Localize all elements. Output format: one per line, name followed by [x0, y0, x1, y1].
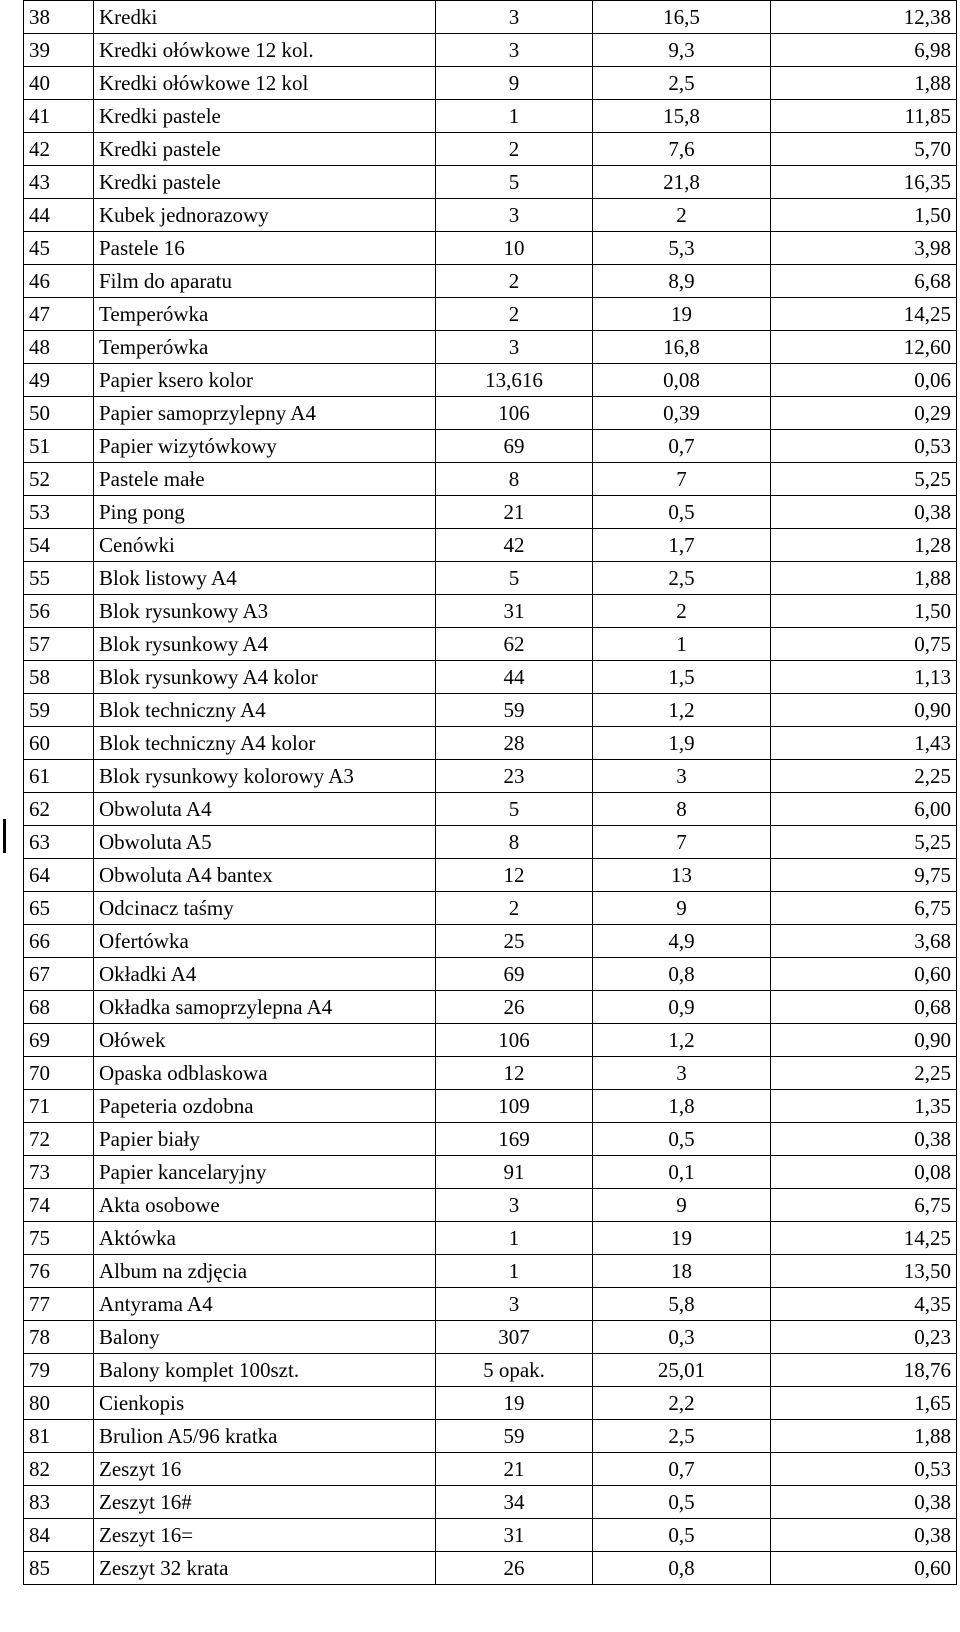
row-number-cell: 46 [24, 265, 94, 298]
unit-price-cell: 0,5 [593, 1486, 771, 1519]
value-cell: 5,70 [771, 133, 957, 166]
table-row [24, 1255, 957, 1288]
quantity-cell: 2 [436, 133, 593, 166]
unit-price-cell: 13 [593, 859, 771, 892]
row-number-cell: 41 [24, 100, 94, 133]
row-number-cell: 61 [24, 760, 94, 793]
quantity-cell: 1 [436, 1222, 593, 1255]
unit-price-cell: 1,9 [593, 727, 771, 760]
quantity-cell: 3 [436, 34, 593, 67]
quantity-cell: 42 [436, 529, 593, 562]
unit-price-cell: 0,9 [593, 991, 771, 1024]
unit-price-cell: 16,8 [593, 331, 771, 364]
row-number-cell: 76 [24, 1255, 94, 1288]
unit-price-cell: 0,3 [593, 1321, 771, 1354]
unit-price-cell: 3 [593, 1057, 771, 1090]
row-number-cell: 47 [24, 298, 94, 331]
table-row [24, 826, 957, 859]
item-name-cell: Papier biały [94, 1123, 436, 1156]
row-number-cell: 48 [24, 331, 94, 364]
table-row [24, 892, 957, 925]
row-number-cell: 49 [24, 364, 94, 397]
quantity-cell: 25 [436, 925, 593, 958]
value-cell: 4,35 [771, 1288, 957, 1321]
item-name-cell: Papier samoprzylepny A4 [94, 397, 436, 430]
row-number-cell: 58 [24, 661, 94, 694]
quantity-cell: 26 [436, 991, 593, 1024]
value-cell: 0,53 [771, 430, 957, 463]
item-name-cell: Papier wizytówkowy [94, 430, 436, 463]
item-name-cell: Kredki ołówkowe 12 kol [94, 67, 436, 100]
table-row [24, 1057, 957, 1090]
value-cell: 0,38 [771, 1519, 957, 1552]
item-name-cell: Akta osobowe [94, 1189, 436, 1222]
table-row [24, 100, 957, 133]
table-row [24, 760, 957, 793]
table-row [24, 661, 957, 694]
unit-price-cell: 1,2 [593, 694, 771, 727]
value-cell: 1,88 [771, 562, 957, 595]
table-row [24, 1321, 957, 1354]
quantity-cell: 3 [436, 199, 593, 232]
unit-price-cell: 2,5 [593, 67, 771, 100]
table-row [24, 562, 957, 595]
item-name-cell: Opaska odblaskowa [94, 1057, 436, 1090]
table-row [24, 34, 957, 67]
item-name-cell: Okładka samoprzylepna A4 [94, 991, 436, 1024]
value-cell: 12,38 [771, 1, 957, 34]
item-name-cell: Blok rysunkowy A4 [94, 628, 436, 661]
inventory-table-body [24, 1, 957, 1585]
item-name-cell: Antyrama A4 [94, 1288, 436, 1321]
value-cell: 0,06 [771, 364, 957, 397]
item-name-cell: Cienkopis [94, 1387, 436, 1420]
unit-price-cell: 0,8 [593, 958, 771, 991]
value-cell: 9,75 [771, 859, 957, 892]
unit-price-cell: 9 [593, 892, 771, 925]
item-name-cell: Album na zdjęcia [94, 1255, 436, 1288]
item-name-cell: Ołówek [94, 1024, 436, 1057]
item-name-cell: Obwoluta A4 [94, 793, 436, 826]
table-row [24, 793, 957, 826]
unit-price-cell: 19 [593, 298, 771, 331]
quantity-cell: 34 [436, 1486, 593, 1519]
quantity-cell: 1 [436, 100, 593, 133]
quantity-cell: 10 [436, 232, 593, 265]
row-number-cell: 70 [24, 1057, 94, 1090]
table-row [24, 166, 957, 199]
quantity-cell: 2 [436, 298, 593, 331]
quantity-cell: 8 [436, 826, 593, 859]
quantity-cell: 5 [436, 166, 593, 199]
row-number-cell: 62 [24, 793, 94, 826]
quantity-cell: 12 [436, 1057, 593, 1090]
quantity-cell: 5 [436, 793, 593, 826]
value-cell: 5,25 [771, 826, 957, 859]
value-cell: 0,38 [771, 1486, 957, 1519]
row-number-cell: 50 [24, 397, 94, 430]
quantity-cell: 2 [436, 265, 593, 298]
value-cell: 1,28 [771, 529, 957, 562]
row-number-cell: 85 [24, 1552, 94, 1585]
unit-price-cell: 8,9 [593, 265, 771, 298]
row-number-cell: 54 [24, 529, 94, 562]
item-name-cell: Papier ksero kolor [94, 364, 436, 397]
value-cell: 0,90 [771, 1024, 957, 1057]
value-cell: 0,68 [771, 991, 957, 1024]
item-name-cell: Temperówka [94, 331, 436, 364]
quantity-cell: 69 [436, 430, 593, 463]
unit-price-cell: 19 [593, 1222, 771, 1255]
row-number-cell: 38 [24, 1, 94, 34]
quantity-cell: 21 [436, 1453, 593, 1486]
row-number-cell: 56 [24, 595, 94, 628]
item-name-cell: Temperówka [94, 298, 436, 331]
unit-price-cell: 2,5 [593, 1420, 771, 1453]
unit-price-cell: 15,8 [593, 100, 771, 133]
quantity-cell: 91 [436, 1156, 593, 1189]
value-cell: 13,50 [771, 1255, 957, 1288]
item-name-cell: Ofertówka [94, 925, 436, 958]
row-number-cell: 39 [24, 34, 94, 67]
unit-price-cell: 2 [593, 595, 771, 628]
table-row [24, 859, 957, 892]
table-row [24, 1354, 957, 1387]
row-number-cell: 75 [24, 1222, 94, 1255]
row-number-cell: 77 [24, 1288, 94, 1321]
table-row [24, 628, 957, 661]
quantity-cell: 3 [436, 331, 593, 364]
row-number-cell: 52 [24, 463, 94, 496]
item-name-cell: Blok techniczny A4 [94, 694, 436, 727]
table-row [24, 1288, 957, 1321]
row-number-cell: 67 [24, 958, 94, 991]
quantity-cell: 3 [436, 1288, 593, 1321]
row-number-cell: 60 [24, 727, 94, 760]
unit-price-cell: 8 [593, 793, 771, 826]
value-cell: 1,43 [771, 727, 957, 760]
row-number-cell: 78 [24, 1321, 94, 1354]
table-row [24, 727, 957, 760]
row-number-cell: 64 [24, 859, 94, 892]
unit-price-cell: 9,3 [593, 34, 771, 67]
unit-price-cell: 1 [593, 628, 771, 661]
value-cell: 14,25 [771, 298, 957, 331]
unit-price-cell: 1,8 [593, 1090, 771, 1123]
table-row [24, 1387, 957, 1420]
table-row [24, 364, 957, 397]
value-cell: 16,35 [771, 166, 957, 199]
table-row [24, 991, 957, 1024]
item-name-cell: Film do aparatu [94, 265, 436, 298]
item-name-cell: Brulion A5/96 kratka [94, 1420, 436, 1453]
table-row [24, 1222, 957, 1255]
table-row [24, 463, 957, 496]
unit-price-cell: 5,3 [593, 232, 771, 265]
table-row [24, 1156, 957, 1189]
value-cell: 6,00 [771, 793, 957, 826]
item-name-cell: Blok techniczny A4 kolor [94, 727, 436, 760]
table-row [24, 1024, 957, 1057]
table-row [24, 529, 957, 562]
item-name-cell: Zeszyt 16= [94, 1519, 436, 1552]
row-number-cell: 80 [24, 1387, 94, 1420]
table-row [24, 1090, 957, 1123]
quantity-cell: 31 [436, 1519, 593, 1552]
unit-price-cell: 0,39 [593, 397, 771, 430]
value-cell: 0,60 [771, 958, 957, 991]
unit-price-cell: 0,5 [593, 1123, 771, 1156]
table-row [24, 1, 957, 34]
row-number-cell: 82 [24, 1453, 94, 1486]
table-row [24, 1519, 957, 1552]
unit-price-cell: 1,7 [593, 529, 771, 562]
row-number-cell: 65 [24, 892, 94, 925]
unit-price-cell: 16,5 [593, 1, 771, 34]
row-number-cell: 57 [24, 628, 94, 661]
value-cell: 1,13 [771, 661, 957, 694]
item-name-cell: Blok listowy A4 [94, 562, 436, 595]
quantity-cell: 23 [436, 760, 593, 793]
unit-price-cell: 0,08 [593, 364, 771, 397]
unit-price-cell: 25,01 [593, 1354, 771, 1387]
unit-price-cell: 0,8 [593, 1552, 771, 1585]
item-name-cell: Kubek jednorazowy [94, 199, 436, 232]
value-cell: 0,29 [771, 397, 957, 430]
unit-price-cell: 0,5 [593, 496, 771, 529]
quantity-cell: 12 [436, 859, 593, 892]
value-cell: 18,76 [771, 1354, 957, 1387]
quantity-cell: 2 [436, 892, 593, 925]
unit-price-cell: 7 [593, 463, 771, 496]
quantity-cell: 28 [436, 727, 593, 760]
row-number-cell: 53 [24, 496, 94, 529]
value-cell: 5,25 [771, 463, 957, 496]
table-row [24, 1189, 957, 1222]
quantity-cell: 3 [436, 1, 593, 34]
value-cell: 2,25 [771, 1057, 957, 1090]
value-cell: 0,38 [771, 1123, 957, 1156]
item-name-cell: Obwoluta A5 [94, 826, 436, 859]
table-row [24, 1453, 957, 1486]
unit-price-cell: 21,8 [593, 166, 771, 199]
item-name-cell: Zeszyt 32 krata [94, 1552, 436, 1585]
value-cell: 0,60 [771, 1552, 957, 1585]
table-row [24, 496, 957, 529]
quantity-cell: 5 opak. [436, 1354, 593, 1387]
value-cell: 6,75 [771, 1189, 957, 1222]
quantity-cell: 26 [436, 1552, 593, 1585]
value-cell: 1,88 [771, 67, 957, 100]
quantity-cell: 9 [436, 67, 593, 100]
unit-price-cell: 2,2 [593, 1387, 771, 1420]
table-row [24, 430, 957, 463]
quantity-cell: 106 [436, 1024, 593, 1057]
quantity-cell: 21 [436, 496, 593, 529]
row-number-cell: 81 [24, 1420, 94, 1453]
item-name-cell: Kredki [94, 1, 436, 34]
item-name-cell: Zeszyt 16# [94, 1486, 436, 1519]
item-name-cell: Pastele 16 [94, 232, 436, 265]
value-cell: 1,50 [771, 199, 957, 232]
table-row [24, 265, 957, 298]
row-number-cell: 55 [24, 562, 94, 595]
quantity-cell: 106 [436, 397, 593, 430]
row-edge-marker [3, 819, 6, 853]
item-name-cell: Kredki ołówkowe 12 kol. [94, 34, 436, 67]
quantity-cell: 109 [436, 1090, 593, 1123]
value-cell: 0,53 [771, 1453, 957, 1486]
item-name-cell: Zeszyt 16 [94, 1453, 436, 1486]
unit-price-cell: 1,5 [593, 661, 771, 694]
value-cell: 14,25 [771, 1222, 957, 1255]
quantity-cell: 59 [436, 694, 593, 727]
value-cell: 3,98 [771, 232, 957, 265]
inventory-table [23, 0, 957, 1585]
table-row [24, 1420, 957, 1453]
row-number-cell: 69 [24, 1024, 94, 1057]
quantity-cell: 8 [436, 463, 593, 496]
unit-price-cell: 4,9 [593, 925, 771, 958]
quantity-cell: 69 [436, 958, 593, 991]
row-number-cell: 63 [24, 826, 94, 859]
item-name-cell: Cenówki [94, 529, 436, 562]
table-row [24, 1486, 957, 1519]
row-number-cell: 83 [24, 1486, 94, 1519]
unit-price-cell: 1,2 [593, 1024, 771, 1057]
unit-price-cell: 0,5 [593, 1519, 771, 1552]
unit-price-cell: 2 [593, 199, 771, 232]
table-row [24, 694, 957, 727]
value-cell: 0,23 [771, 1321, 957, 1354]
value-cell: 1,35 [771, 1090, 957, 1123]
value-cell: 1,88 [771, 1420, 957, 1453]
item-name-cell: Pastele małe [94, 463, 436, 496]
value-cell: 6,68 [771, 265, 957, 298]
value-cell: 6,98 [771, 34, 957, 67]
value-cell: 0,38 [771, 496, 957, 529]
item-name-cell: Blok rysunkowy kolorowy A3 [94, 760, 436, 793]
item-name-cell: Kredki pastele [94, 133, 436, 166]
item-name-cell: Odcinacz taśmy [94, 892, 436, 925]
item-name-cell: Balony komplet 100szt. [94, 1354, 436, 1387]
table-row [24, 331, 957, 364]
value-cell: 0,75 [771, 628, 957, 661]
value-cell: 1,65 [771, 1387, 957, 1420]
quantity-cell: 5 [436, 562, 593, 595]
table-row [24, 925, 957, 958]
row-number-cell: 43 [24, 166, 94, 199]
item-name-cell: Aktówka [94, 1222, 436, 1255]
table-row [24, 595, 957, 628]
row-number-cell: 73 [24, 1156, 94, 1189]
quantity-cell: 19 [436, 1387, 593, 1420]
row-number-cell: 84 [24, 1519, 94, 1552]
row-number-cell: 66 [24, 925, 94, 958]
item-name-cell: Ping pong [94, 496, 436, 529]
unit-price-cell: 7,6 [593, 133, 771, 166]
unit-price-cell: 0,7 [593, 430, 771, 463]
value-cell: 12,60 [771, 331, 957, 364]
table-row [24, 397, 957, 430]
unit-price-cell: 9 [593, 1189, 771, 1222]
value-cell: 11,85 [771, 100, 957, 133]
item-name-cell: Kredki pastele [94, 100, 436, 133]
table-row [24, 133, 957, 166]
quantity-cell: 169 [436, 1123, 593, 1156]
unit-price-cell: 5,8 [593, 1288, 771, 1321]
item-name-cell: Kredki pastele [94, 166, 436, 199]
unit-price-cell: 3 [593, 760, 771, 793]
row-number-cell: 44 [24, 199, 94, 232]
row-number-cell: 72 [24, 1123, 94, 1156]
value-cell: 2,25 [771, 760, 957, 793]
value-cell: 1,50 [771, 595, 957, 628]
quantity-cell: 307 [436, 1321, 593, 1354]
row-number-cell: 68 [24, 991, 94, 1024]
value-cell: 3,68 [771, 925, 957, 958]
item-name-cell: Papeteria ozdobna [94, 1090, 436, 1123]
row-number-cell: 40 [24, 67, 94, 100]
table-row [24, 232, 957, 265]
quantity-cell: 3 [436, 1189, 593, 1222]
item-name-cell: Blok rysunkowy A3 [94, 595, 436, 628]
quantity-cell: 44 [436, 661, 593, 694]
item-name-cell: Papier kancelaryjny [94, 1156, 436, 1189]
row-number-cell: 71 [24, 1090, 94, 1123]
unit-price-cell: 0,1 [593, 1156, 771, 1189]
quantity-cell: 62 [436, 628, 593, 661]
row-number-cell: 74 [24, 1189, 94, 1222]
unit-price-cell: 2,5 [593, 562, 771, 595]
value-cell: 0,90 [771, 694, 957, 727]
item-name-cell: Obwoluta A4 bantex [94, 859, 436, 892]
row-number-cell: 42 [24, 133, 94, 166]
unit-price-cell: 18 [593, 1255, 771, 1288]
quantity-cell: 31 [436, 595, 593, 628]
table-row [24, 1552, 957, 1585]
row-number-cell: 59 [24, 694, 94, 727]
table-row [24, 67, 957, 100]
quantity-cell: 1 [436, 1255, 593, 1288]
table-row [24, 1123, 957, 1156]
row-number-cell: 51 [24, 430, 94, 463]
quantity-cell: 59 [436, 1420, 593, 1453]
item-name-cell: Okładki A4 [94, 958, 436, 991]
table-row [24, 298, 957, 331]
unit-price-cell: 0,7 [593, 1453, 771, 1486]
unit-price-cell: 7 [593, 826, 771, 859]
value-cell: 6,75 [771, 892, 957, 925]
quantity-cell: 13,616 [436, 364, 593, 397]
value-cell: 0,08 [771, 1156, 957, 1189]
table-row [24, 958, 957, 991]
row-number-cell: 45 [24, 232, 94, 265]
item-name-cell: Blok rysunkowy A4 kolor [94, 661, 436, 694]
table-row [24, 199, 957, 232]
item-name-cell: Balony [94, 1321, 436, 1354]
row-number-cell: 79 [24, 1354, 94, 1387]
